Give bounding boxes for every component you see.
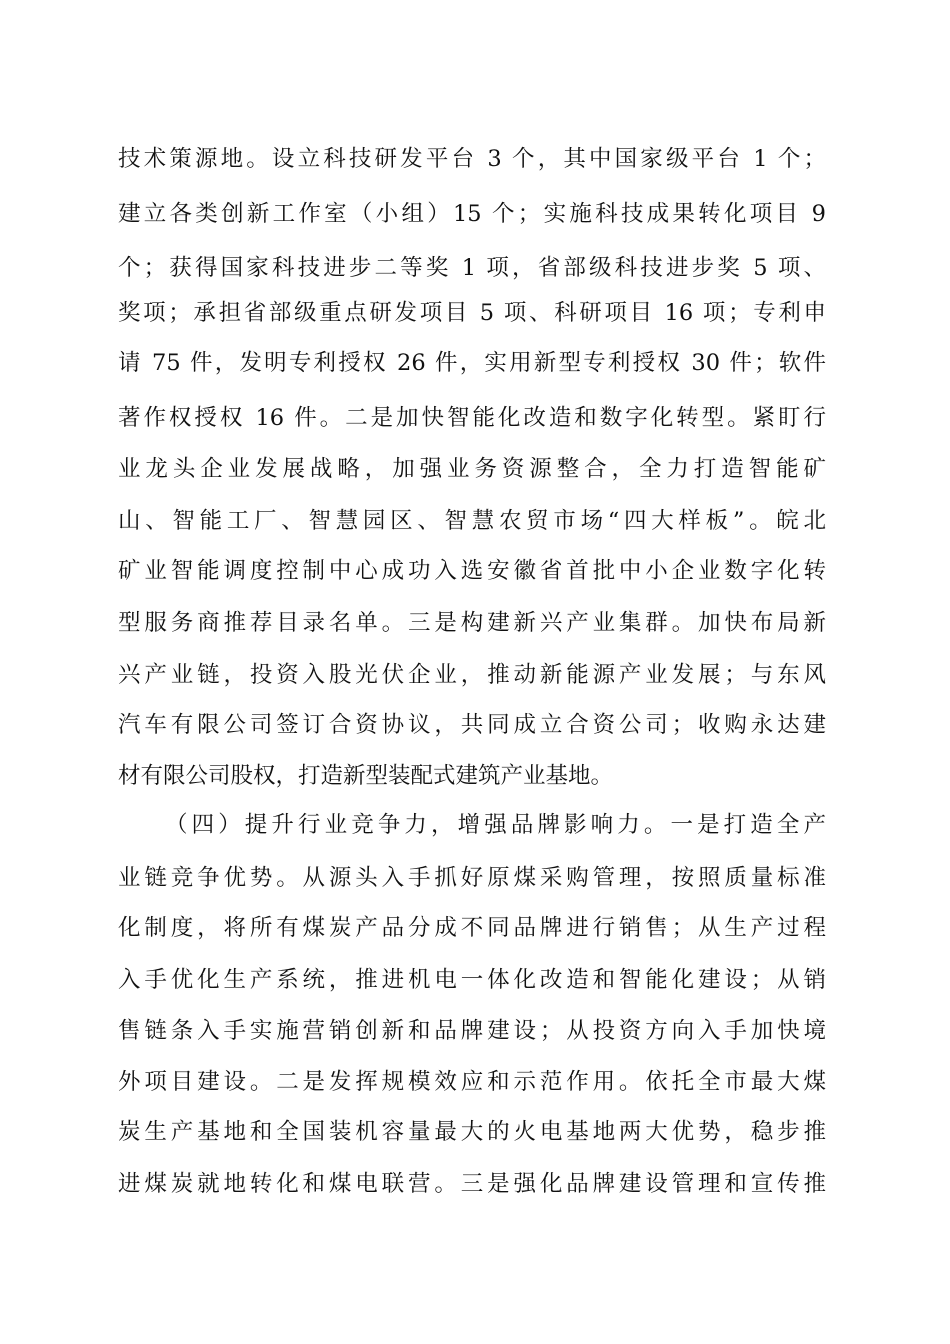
text-line: 炭生产基地和全国装机容量最大的火电基地两大优势，稳步推 xyxy=(118,1119,826,1145)
text-line: 业龙头企业发展战略，加强业务资源整合，全力打造智能矿 xyxy=(118,456,826,482)
text-line: 售链条入手实施营销创新和品牌建设；从投资方向入手加快境 xyxy=(118,1018,826,1044)
text-line: 外项目建设。二是发挥规模效应和示范作用。依托全市最大煤 xyxy=(118,1069,826,1095)
text-line: 进煤炭就地转化和煤电联营。三是强化品牌建设管理和宣传推 xyxy=(118,1171,826,1197)
section-heading-line: （四）提升行业竞争力，增强品牌影响力。一是打造全产 xyxy=(165,812,826,838)
text-line: 矿业智能调度控制中心成功入选安徽省首批中小企业数字化转 xyxy=(118,558,826,584)
text-line: 建立各类创新工作室（小组）15 个；实施科技成果转化项目 9 xyxy=(118,201,826,227)
text-line: 材有限公司股权，打造新型装配式建筑产业基地。 xyxy=(118,763,614,789)
text-line: 请 75 件，发明专利授权 26 件，实用新型专利授权 30 件；软件 xyxy=(118,350,826,376)
text-line: 山、智能工厂、智慧园区、智慧农贸市场“四大样板”。皖北 xyxy=(118,508,826,534)
text-line: 著作权授权 16 件。二是加快智能化改造和数字化转型。紧盯行 xyxy=(118,405,826,431)
text-line: 技术策源地。设立科技研发平台 3 个，其中国家级平台 1 个； xyxy=(118,146,826,172)
text-line: 入手优化生产系统，推进机电一体化改造和智能化建设；从销 xyxy=(118,967,826,993)
text-line: 汽车有限公司签订合资协议，共同成立合资公司；收购永达建 xyxy=(118,712,826,738)
text-line: 型服务商推荐目录名单。三是构建新兴产业集群。加快布局新 xyxy=(118,610,826,636)
text-line: 业链竞争优势。从源头入手抓好原煤采购管理，按照质量标准 xyxy=(118,865,826,891)
text-line: 个；获得国家科技进步二等奖 1 项，省部级科技进步奖 5 项、 xyxy=(118,255,826,281)
text-line: 奖项；承担省部级重点研发项目 5 项、科研项目 16 项；专利申 xyxy=(118,300,826,326)
text-line: 化制度，将所有煤炭产品分成不同品牌进行销售；从生产过程 xyxy=(118,915,826,941)
text-line: 兴产业链，投资入股光伏企业，推动新能源产业发展；与东风 xyxy=(118,662,826,688)
